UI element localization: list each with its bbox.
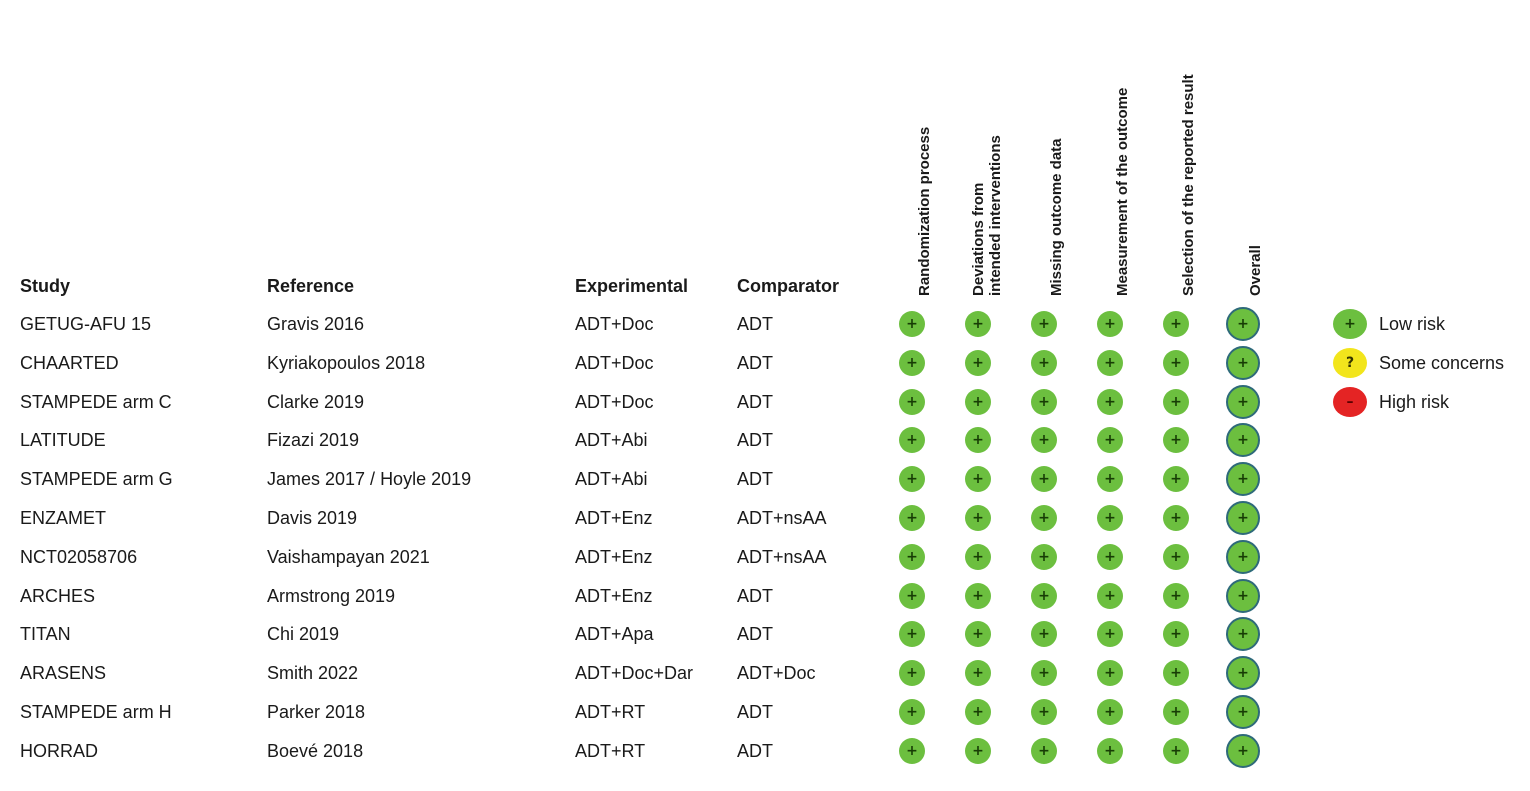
rating-low-dot: + [899,466,925,492]
cell-comparator: ADT [737,585,773,606]
cell-comparator: ADT+Doc [737,663,816,684]
rating-low-dot: + [1097,738,1123,764]
domain-header-2 [954,6,1004,296]
rating-low-dot: + [1226,734,1260,768]
cell-study: CHAARTED [20,352,119,373]
cell-comparator: ADT [737,469,773,490]
legend-some-icon: ? [1333,348,1367,378]
cell-study: GETUG-AFU 15 [20,314,152,334]
header-reference: Reference [267,276,355,296]
rating-low-dot: + [1226,346,1260,380]
cell-reference: Fizazi 2019 [267,430,360,451]
rating-low-dot: + [1226,501,1260,535]
rating-low-dot: + [1163,311,1189,337]
cell-comparator: ADT [737,624,773,645]
rating-low-dot: + [899,660,925,686]
rating-low-dot: + [1226,579,1260,613]
rating-low-dot: + [1031,621,1057,647]
domain-header-6 [1231,6,1263,296]
cell-study: HORRAD [20,740,99,761]
rating-low-dot: + [1097,660,1123,686]
rating-low-dot: + [1031,427,1057,453]
cell-experimental: ADT+Doc+Dar [575,663,694,684]
rating-low-dot: + [1031,660,1057,686]
rating-low-dot: + [1097,505,1123,531]
rating-low-dot: + [1226,423,1260,457]
rating-low-dot: + [1226,307,1260,341]
rating-low-dot: + [1163,505,1189,531]
rating-low-dot: + [1031,699,1057,725]
cell-reference: Clarke 2019 [267,391,365,412]
rating-low-dot: + [965,660,991,686]
rating-low-dot: + [1226,695,1260,729]
cell-study: STAMPEDE arm H [20,702,172,722]
rating-low-dot: + [965,350,991,376]
domain-header-label: Selection of the reported result [1180,74,1197,296]
domain-header-1 [900,6,932,296]
rating-low-dot: + [1097,544,1123,570]
cell-comparator: ADT [737,702,773,722]
domain-header-label: Deviations from intended interventions [970,135,1004,296]
rating-low-dot: + [899,427,925,453]
rating-low-dot: + [1031,350,1057,376]
cell-reference: Kyriakopoulos 2018 [267,352,426,373]
rating-low-dot: + [899,505,925,531]
cell-comparator: ADT [737,314,773,334]
rating-low-dot: + [965,738,991,764]
rating-low-dot: + [1163,350,1189,376]
cell-reference: Smith 2022 [267,663,359,684]
rating-low-dot: + [1097,389,1123,415]
legend-low-icon: + [1333,309,1367,339]
rating-low-dot: + [965,583,991,609]
rating-low-dot: + [1226,617,1260,651]
rating-low-dot: + [1163,583,1189,609]
rating-low-dot: + [1031,466,1057,492]
domain-header-label: Overall [1247,245,1264,296]
cell-reference: Gravis 2016 [267,314,365,334]
rating-low-dot: + [1097,311,1123,337]
rating-low-dot: + [1163,389,1189,415]
cell-comparator: ADT [737,430,773,451]
domain-header-label: Randomization process [916,126,933,296]
rating-low-dot: + [965,621,991,647]
cell-experimental: ADT+Enz [575,508,653,528]
cell-experimental: ADT+Enz [575,546,653,567]
cell-comparator: ADT [737,391,773,412]
rating-low-dot: + [1163,621,1189,647]
cell-experimental: ADT+RT [575,702,646,722]
cell-experimental: ADT+Enz [575,585,653,606]
cell-reference: Boevé 2018 [267,740,364,761]
cell-study: STAMPEDE arm G [20,469,173,490]
rating-low-dot: + [899,311,925,337]
rating-low-dot: + [1097,466,1123,492]
cell-experimental: ADT+Doc [575,314,654,334]
rating-low-dot: + [1226,540,1260,574]
rating-low-dot: + [1163,427,1189,453]
rating-low-dot: + [1226,656,1260,690]
domain-header-3 [1032,6,1064,296]
rating-low-dot: + [1163,466,1189,492]
cell-study: STAMPEDE arm C [20,391,172,412]
legend-high-icon: – [1333,387,1367,417]
cell-study: LATITUDE [20,430,106,451]
header-experimental: Experimental [575,276,689,296]
cell-reference: Vaishampayan 2021 [267,546,430,567]
rating-low-dot: + [899,621,925,647]
rating-low-dot: + [1097,621,1123,647]
cell-comparator: ADT+nsAA [737,546,827,567]
rating-low-dot: + [1031,738,1057,764]
cell-comparator: ADT [737,740,773,761]
rating-low-dot: + [1163,544,1189,570]
cell-experimental: ADT+Doc [575,352,654,373]
cell-reference: Parker 2018 [267,702,366,722]
cell-experimental: ADT+Abi [575,430,648,451]
rating-low-dot: + [1031,544,1057,570]
rating-low-dot: + [899,738,925,764]
rating-low-dot: + [1163,738,1189,764]
cell-reference: Chi 2019 [267,624,340,645]
rating-low-dot: + [899,389,925,415]
rating-low-dot: + [1226,462,1260,496]
header-study: Study [20,276,71,296]
rating-low-dot: + [899,583,925,609]
rating-low-dot: + [1031,505,1057,531]
rating-low-dot: + [1031,583,1057,609]
cell-experimental: ADT+RT [575,740,646,761]
rating-low-dot: + [1163,699,1189,725]
rating-low-dot: + [965,311,991,337]
cell-study: NCT02058706 [20,546,138,567]
legend-label: Low risk [1379,314,1446,334]
cell-comparator: ADT+nsAA [737,508,827,528]
header-comparator: Comparator [737,276,840,296]
cell-study: ARASENS [20,663,107,684]
rating-low-dot: + [965,466,991,492]
cell-reference: James 2017 / Hoyle 2019 [267,469,472,490]
domain-header-label: Missing outcome data [1048,138,1065,296]
domain-header-5 [1164,6,1196,296]
rating-low-dot: + [965,427,991,453]
domain-header-label: Measurement of the outcome [1114,87,1131,296]
cell-experimental: ADT+Abi [575,469,648,490]
rating-low-dot: + [965,544,991,570]
legend-label: Some concerns [1379,353,1505,373]
cell-study: ARCHES [20,585,96,606]
cell-experimental: ADT+Doc [575,391,654,412]
cell-experimental: ADT+Apa [575,624,654,645]
cell-study: ENZAMET [20,508,107,528]
cell-comparator: ADT [737,352,773,373]
rating-low-dot: + [1097,699,1123,725]
rating-low-dot: + [1031,389,1057,415]
cell-study: TITAN [20,624,71,645]
rating-low-dot: + [899,544,925,570]
domain-header-4 [1098,6,1130,296]
rating-low-dot: + [965,389,991,415]
rating-low-dot: + [965,505,991,531]
rating-low-dot: + [1097,350,1123,376]
cell-reference: Armstrong 2019 [267,585,396,606]
rating-low-dot: + [899,699,925,725]
legend-label: High risk [1379,392,1450,412]
rating-low-dot: + [1163,660,1189,686]
rating-low-dot: + [1097,583,1123,609]
rating-low-dot: + [1031,311,1057,337]
rating-low-dot: + [1097,427,1123,453]
cell-reference: Davis 2019 [267,508,358,528]
rating-low-dot: + [899,350,925,376]
rating-low-dot: + [965,699,991,725]
rating-low-dot: + [1226,385,1260,419]
